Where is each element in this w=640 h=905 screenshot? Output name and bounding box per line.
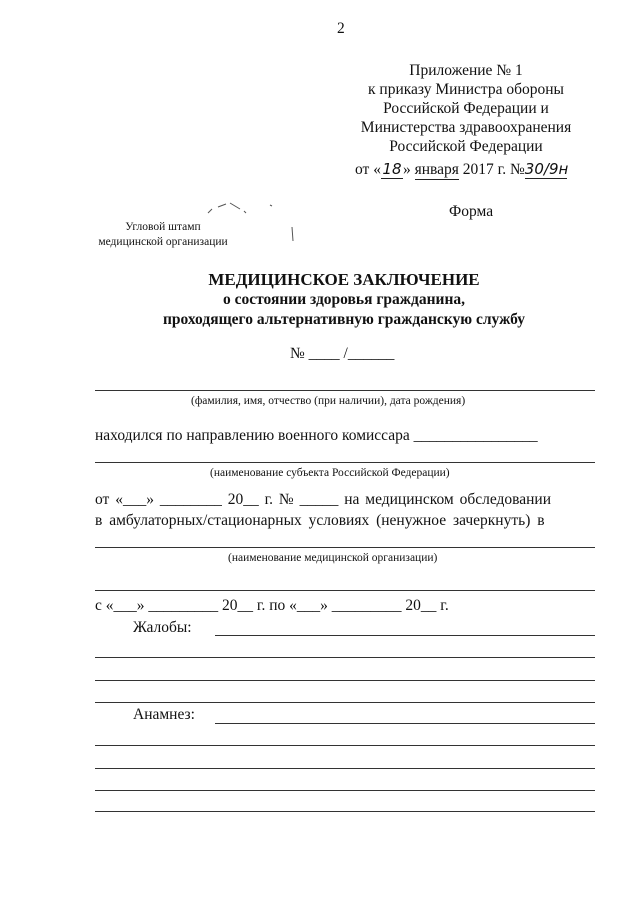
complaints-line-2 [95, 657, 595, 658]
complaints-line-1 [215, 635, 595, 636]
anamnesis-line-2 [95, 745, 595, 746]
form-label: Форма [449, 203, 494, 220]
period-line: с «___» _________ 20__ г. по «___» _________ 20__ г. [95, 597, 449, 614]
stamp-line1: Угловой штамп [125, 221, 201, 233]
date-prefix: от « [355, 161, 381, 178]
exam-line1: от «___» ________ 20__ г. № _____ на медицинском обследовании [95, 491, 552, 508]
appendix-line2: к приказу Министра обороны [368, 81, 564, 98]
appendix-line3: Российской Федерации и [383, 100, 549, 117]
complaints-label: Жалобы: [133, 619, 192, 636]
conclusion-number: № ____ /______ [290, 345, 395, 362]
referral-text: находился по направлению военного комиссара ________________ [95, 427, 538, 444]
anamnesis-line-4 [95, 790, 595, 791]
appendix-date-line [355, 160, 567, 180]
exam-line2: в амбулаторных/стационарных условиях (ненужное зачеркнуть) в [95, 512, 545, 529]
region-line [95, 462, 595, 463]
appendix-line4: Министерства здравоохранения [360, 119, 572, 136]
stamp-line2: медицинской организации [98, 236, 228, 248]
org-caption: (наименование медицинской организации) [228, 552, 438, 564]
date-day: 18 [382, 160, 402, 178]
complaints-line-3 [95, 680, 595, 681]
date-year: 2017 [462, 161, 494, 178]
fio-caption: (фамилия, имя, отчество (при наличии), дата рождения) [191, 395, 466, 407]
anamnesis-line-1 [215, 723, 595, 724]
appendix-line5: Российской Федерации [389, 138, 543, 155]
complaints-line-4 [95, 702, 595, 703]
order-number: 30/9н [524, 160, 569, 178]
date-month: января [414, 161, 459, 178]
appendix-line1: Приложение № 1 [409, 62, 523, 79]
fio-line [95, 390, 595, 391]
org-line [95, 547, 595, 548]
anamnesis-line-3 [95, 768, 595, 769]
anamnesis-line-5 [95, 811, 595, 812]
region-caption: (наименование субъекта Российской Федерации) [210, 467, 450, 479]
org-line-2 [95, 590, 595, 591]
date-year-suffix: г. № [497, 161, 525, 178]
date-mid: » [402, 161, 411, 178]
title-sub2: проходящего альтернативную гражданскую службу [162, 311, 526, 328]
title-main: МЕДИЦИНСКОЕ ЗАКЛЮЧЕНИЕ [208, 270, 480, 289]
anamnesis-label: Анамнез: [133, 706, 195, 723]
title-sub1: о состоянии здоровья гражданина, [222, 291, 466, 308]
page-number: 2 [337, 20, 345, 37]
